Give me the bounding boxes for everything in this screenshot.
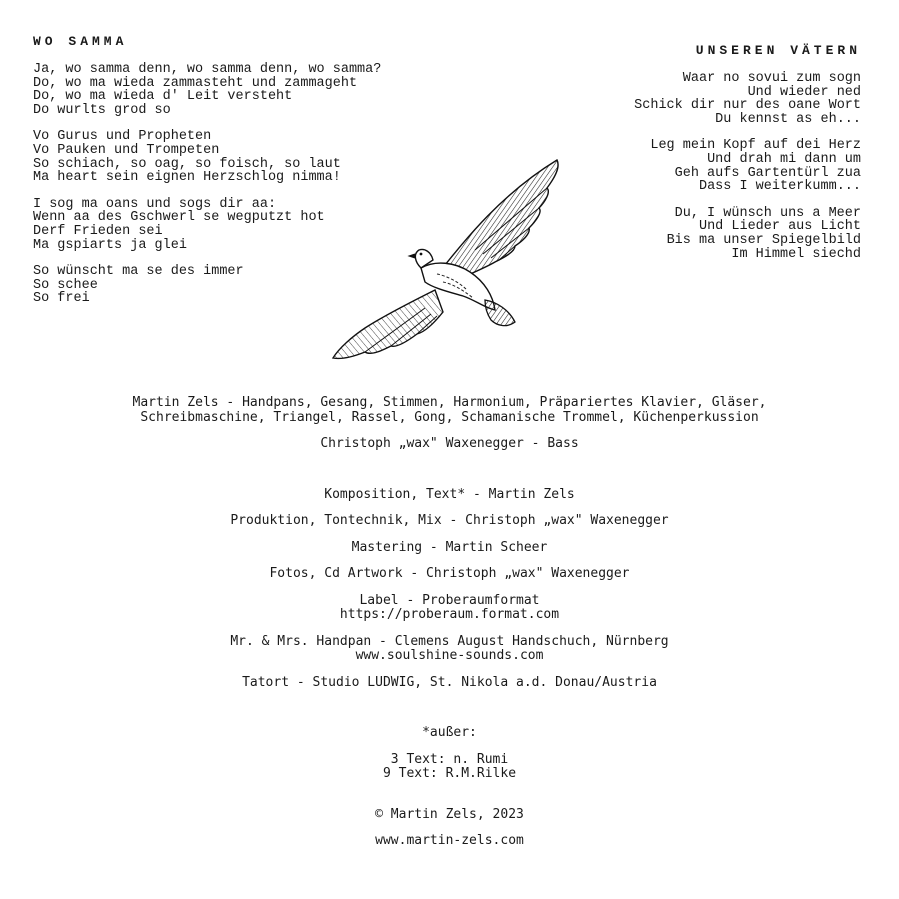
lyric-line: Bis ma unser Spiegelbild xyxy=(666,232,861,248)
lyric-line: Waar no sovui zum sogn xyxy=(682,71,861,86)
lyric-line: Ma heart sein eignen Herzschlog nimma! xyxy=(33,170,341,186)
lyric-line: So schiach, so oag, so foisch, so laut xyxy=(33,156,341,172)
lyric-line: Und wieder ned xyxy=(747,84,861,100)
lyric-line: Leg mein Kopf auf dei Herz xyxy=(650,138,861,154)
lyric-line: Und drah mi dann um xyxy=(707,151,861,167)
lyric-line: Dass I weiterkumm... xyxy=(698,179,861,195)
credit-label: Label - Proberaumformat xyxy=(359,592,540,608)
lyric-line: Du, I wünsch uns a Meer xyxy=(674,205,861,221)
credit-label-url: https://proberaum.format.com xyxy=(339,607,560,622)
credit-location: Tatort - Studio LUDWIG, St. Nikola a.d. Donau/Austria xyxy=(242,674,657,690)
stanza xyxy=(33,63,433,117)
credit-musicians-line-2: Schreibmaschine, Triangel, Rassel, Gong, Schamanische Trommel, Küchenperkussion xyxy=(140,409,759,425)
lyric-line: Wenn aa des Gschwerl se wegputzt hot xyxy=(33,210,325,226)
credit-mastering: Mastering - Martin Scheer xyxy=(351,539,548,555)
lyric-line: Und Lieder aus Licht xyxy=(698,219,861,235)
lyric-line: Geh aufs Gartentürl zua xyxy=(674,165,861,181)
lyric-line: Im Himmel siechd xyxy=(731,246,861,262)
credit-except-2: 9 Text: R.M.Rilke xyxy=(382,766,517,781)
lyric-line: I sog ma oans und sogs dir aa: xyxy=(33,196,277,212)
stanza xyxy=(561,139,861,193)
lyric-line: So frei xyxy=(33,291,90,307)
credit-bass: Christoph „wax" Waxenegger - Bass xyxy=(320,436,579,451)
credit-production: Produktion, Tontechnik, Mix - Christoph „wax" Waxenegger xyxy=(230,513,669,528)
stanza xyxy=(561,207,861,261)
credit-photos: Fotos, Cd Artwork - Christoph „wax" Waxenegger xyxy=(269,566,630,581)
lyric-line: Do wurlts grod so xyxy=(33,102,171,118)
stanza xyxy=(561,72,861,126)
credits-section xyxy=(0,396,899,849)
credit-except-1: 3 Text: n. Rumi xyxy=(390,751,509,767)
credit-except-heading: *außer: xyxy=(422,725,477,740)
credit-handpan: Mr. & Mrs. Handpan - Clemens August Handschuch, Nürnberg xyxy=(230,633,669,649)
lyric-line: Derf Frieden sei xyxy=(33,223,163,239)
lyric-line: Do, wo ma wieda zammasteht und zammageht xyxy=(33,75,358,91)
credit-copyright: © Martin Zels, 2023 xyxy=(375,806,524,822)
lyric-line: Du kennst as eh... xyxy=(715,111,861,127)
lyric-line: Do, wo ma wieda d' Leit versteht xyxy=(33,89,293,105)
credit-composition: Komposition, Text* - Martin Zels xyxy=(324,486,575,502)
lyric-line: Ma gspiarts ja glei xyxy=(33,237,187,253)
song-title-unseren-vaetern: UNSEREN VÄTERN xyxy=(695,43,861,58)
lyric-line: So wünscht ma se des immer xyxy=(33,264,244,280)
credit-handpan-url: www.soulshine-sounds.com xyxy=(355,648,544,663)
lyrics-unseren-vaetern xyxy=(561,43,861,274)
hawk-illustration-icon xyxy=(325,150,575,370)
credit-musicians-line-1: Martin Zels - Handpans, Gesang, Stimmen, Harmonium, Präpariertes Klavier, Gläser, xyxy=(132,395,767,410)
lyric-line: Vo Pauken und Trompeten xyxy=(33,142,220,158)
lyric-line: Vo Gurus und Propheten xyxy=(33,129,212,145)
song-title-wo-samma: WO SAMMA xyxy=(33,34,128,49)
credit-website: www.martin-zels.com xyxy=(375,833,524,848)
lyric-line: Ja, wo samma denn, wo samma denn, wo samma? xyxy=(33,62,382,77)
lyric-line: So schee xyxy=(33,277,98,293)
lyric-line: Schick dir nur des oane Wort xyxy=(634,98,861,114)
